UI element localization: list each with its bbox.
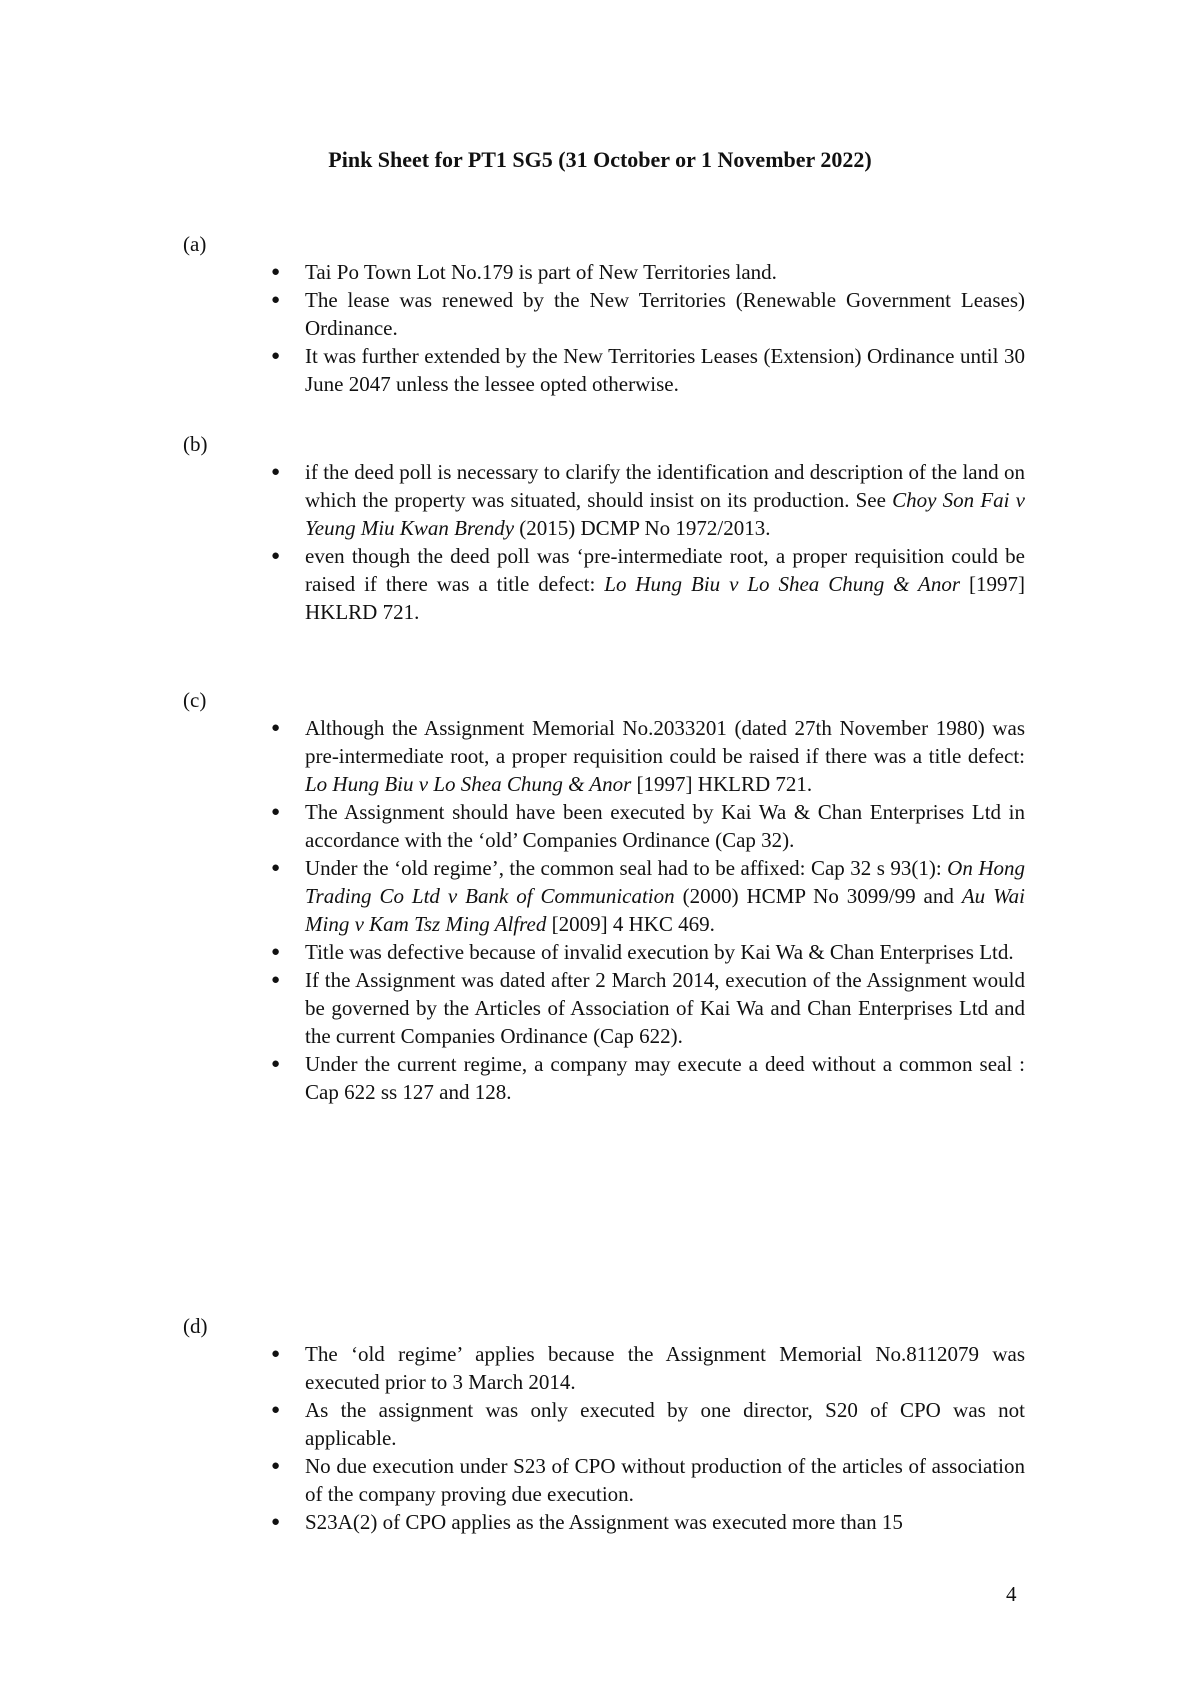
- bullet-icon: ●: [271, 1458, 281, 1474]
- list-item: ● The lease was renewed by the New Territories (Renewable Government Leases) Ordinance.: [271, 288, 1025, 340]
- bullet-icon: ●: [271, 1346, 281, 1362]
- bullet-icon: ●: [271, 292, 281, 308]
- bullet-icon: ●: [271, 944, 281, 960]
- section-label-b: (b): [183, 432, 208, 456]
- bullet-icon: ●: [271, 860, 281, 876]
- bullet-icon: ●: [271, 1056, 281, 1072]
- section-d-list: [0, 1340, 1200, 1536]
- page-title: Pink Sheet for PT1 SG5 (31 October or 1 November 2022): [328, 147, 872, 172]
- page-number: 4: [1006, 1582, 1017, 1606]
- list-item: ● S23A(2) of CPO applies as the Assignment was executed more than 15: [271, 1510, 903, 1534]
- list-item: ● Title was defective because of invalid execution by Kai Wa & Chan Enterprises Ltd.: [271, 940, 1014, 964]
- list-item: ● The Assignment should have been executed by Kai Wa & Chan Enterprises Ltd in accordance with the ‘old’ Companies Ordinance (Cap 32).: [271, 800, 1025, 852]
- case-citation: Au Wai Ming v Kam Tsz Ming Alfred: [305, 884, 1025, 936]
- case-citation: Lo Hung Biu v Lo Shea Chung & Anor: [604, 572, 961, 596]
- section-label-d: (d): [183, 1314, 208, 1338]
- bullet-icon: ●: [271, 1514, 281, 1530]
- list-item: ● Under the ‘old regime’, the common seal had to be affixed: Cap 32 s 93(1): On Hong Trading Co Ltd v Bank of Communication (2000) HCMP No 3099/99 and Au Wai Ming v Kam Tsz Ming Alfred [2009] 4 HKC 469.: [271, 856, 1025, 936]
- bullet-icon: ●: [271, 804, 281, 820]
- case-citation: Lo Hung Biu v Lo Shea Chung & Anor: [305, 772, 632, 796]
- list-item: ● Tai Po Town Lot No.179 is part of New Territories land.: [271, 260, 777, 284]
- case-citation: On Hong Trading Co Ltd v Bank of Communication: [305, 856, 1025, 908]
- bullet-icon: ●: [271, 264, 281, 280]
- list-item: ● If the Assignment was dated after 2 March 2014, execution of the Assignment would be governed by the Articles of Association of Kai Wa and Chan Enterprises Ltd and the current Companies Ordinance (Cap 622).: [271, 968, 1025, 1048]
- list-item: ● It was further extended by the New Territories Leases (Extension) Ordinance until 30 June 2047 unless the lessee opted otherwise.: [271, 344, 1025, 396]
- list-item: ● Under the current regime, a company may execute a deed without a common seal : Cap 622 ss 127 and 128.: [271, 1052, 1025, 1104]
- bullet-icon: ●: [271, 720, 281, 736]
- bullet-icon: ●: [271, 348, 281, 364]
- bullet-icon: ●: [271, 548, 281, 564]
- section-b-list: [0, 458, 1200, 626]
- list-item: ● No due execution under S23 of CPO without production of the articles of association of the company proving due execution.: [271, 1454, 1025, 1506]
- bullet-icon: ●: [271, 464, 281, 480]
- section-label-c: (c): [183, 688, 207, 712]
- list-item: ● As the assignment was only executed by one director, S20 of CPO was not applicable.: [271, 1398, 1025, 1450]
- list-item: ● if the deed poll is necessary to clarify the identification and description of the land on which the property was situated, should insist on its production. See Choy Son Fai v Yeung Miu Kwan Brendy (2015) DCMP No 1972/2013.: [271, 460, 1026, 540]
- bullet-icon: ●: [271, 972, 281, 988]
- list-item: ● Although the Assignment Memorial No.2033201 (dated 27th November 1980) was pre-intermediate root, a proper requisition could be raised if there was a title defect: Lo Hung Biu v Lo Shea Chung & Anor [1997] HKLRD 721.: [271, 716, 1025, 796]
- section-a-list: [0, 258, 1200, 398]
- case-citation: Choy Son Fai v Yeung Miu Kwan Brendy: [305, 488, 1026, 540]
- section-c-list: [0, 714, 1200, 1106]
- section-label-a: (a): [183, 232, 207, 256]
- list-item: ● The ‘old regime’ applies because the Assignment Memorial No.8112079 was executed prior to 3 March 2014.: [271, 1342, 1025, 1394]
- bullet-icon: ●: [271, 1402, 281, 1418]
- list-item: ● even though the deed poll was ‘pre-intermediate root, a proper requisition could be raised if there was a title defect: Lo Hung Biu v Lo Shea Chung & Anor [1997] HKLRD 721.: [271, 544, 1025, 624]
